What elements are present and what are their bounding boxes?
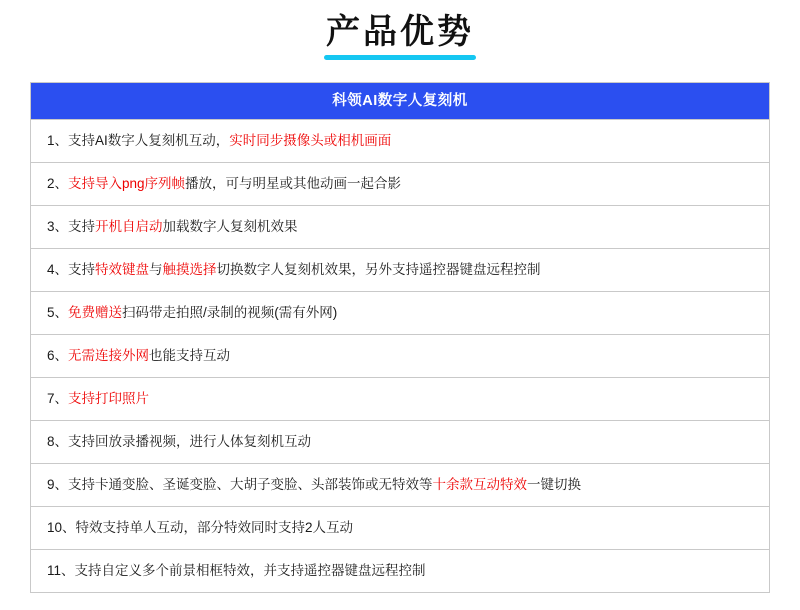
- row-index: 10、: [47, 520, 76, 535]
- row-text-segment: 与: [149, 262, 163, 277]
- row-text: [47, 260, 541, 280]
- page-title: 产品优势: [326, 12, 474, 52]
- row-text: [47, 174, 401, 194]
- table-row: [31, 120, 769, 163]
- title-inner: [322, 12, 478, 60]
- row-text-highlight: 无需连接外网: [68, 348, 150, 363]
- row-text-segment: 一键切换: [527, 477, 582, 492]
- row-index: 7、: [47, 391, 69, 406]
- row-text: [47, 131, 391, 151]
- row-index: 6、: [47, 348, 69, 363]
- row-index: 9、: [47, 477, 69, 492]
- features-table: [30, 82, 770, 593]
- row-text: [47, 346, 230, 366]
- table-row: [31, 421, 769, 464]
- table-row: [31, 249, 769, 292]
- row-text-segment: 支持: [68, 219, 96, 234]
- row-text-segment: 播放，可与明星或其他动画一起合影: [185, 176, 402, 191]
- table-row: [31, 378, 769, 421]
- row-text-highlight: 开机自启动: [95, 219, 163, 234]
- table-row: [31, 206, 769, 249]
- row-text-highlight: 触摸选择: [162, 262, 217, 277]
- row-index: 3、: [47, 219, 69, 234]
- row-text-highlight: 实时同步摄像头或相机画面: [229, 133, 392, 148]
- row-text-segment: 支持自定义多个前景相框特效，并支持遥控器键盘远程控制: [74, 563, 426, 578]
- row-text-segment: 加载数字人复刻机效果: [162, 219, 298, 234]
- row-index: 1、: [47, 133, 69, 148]
- row-text-highlight: 免费赠送: [68, 305, 123, 320]
- row-index: 4、: [47, 262, 69, 277]
- row-text-highlight: 支持打印照片: [68, 391, 150, 406]
- row-text-highlight: 特效键盘: [95, 262, 150, 277]
- row-text: [47, 432, 311, 452]
- row-text-highlight: 支持导入png序列帧: [68, 176, 186, 191]
- row-text-segment: 特效支持单人互动，部分特效同时支持2人互动: [75, 520, 354, 535]
- table-row: [31, 464, 769, 507]
- row-text-highlight: 十余款互动特效: [432, 477, 528, 492]
- row-index: 8、: [47, 434, 69, 449]
- table-row: [31, 550, 769, 593]
- row-text-segment: 扫码带走拍照/录制的视频(需有外网): [122, 305, 338, 320]
- row-text: [47, 475, 581, 495]
- row-text-segment: 支持回放录播视频，进行人体复刻机互动: [68, 434, 312, 449]
- table-row: [31, 507, 769, 550]
- row-text: [47, 561, 426, 581]
- row-text: [47, 389, 149, 409]
- row-text-segment: 支持AI数字人复刻机互动，: [68, 133, 230, 148]
- row-index: 11、: [47, 563, 75, 578]
- row-text: [47, 303, 337, 323]
- title-block: [0, 0, 800, 72]
- row-text: [47, 217, 298, 237]
- row-text: [47, 518, 353, 538]
- table-row: [31, 163, 769, 206]
- table-row: [31, 292, 769, 335]
- title-underline-accent: [324, 55, 476, 60]
- row-text-segment: 切换数字人复刻机效果，另外支持遥控器键盘远程控制: [216, 262, 541, 277]
- table-header: 科领AI数字人复刻机: [31, 83, 769, 120]
- row-text-segment: 也能支持互动: [149, 348, 231, 363]
- table-body: [31, 120, 769, 593]
- row-text-segment: 支持: [68, 262, 96, 277]
- row-text-segment: 支持卡通变脸、圣诞变脸、大胡子变脸、头部装饰或无特效等: [68, 477, 433, 492]
- row-index: 5、: [47, 305, 69, 320]
- table-row: [31, 335, 769, 378]
- row-index: 2、: [47, 176, 69, 191]
